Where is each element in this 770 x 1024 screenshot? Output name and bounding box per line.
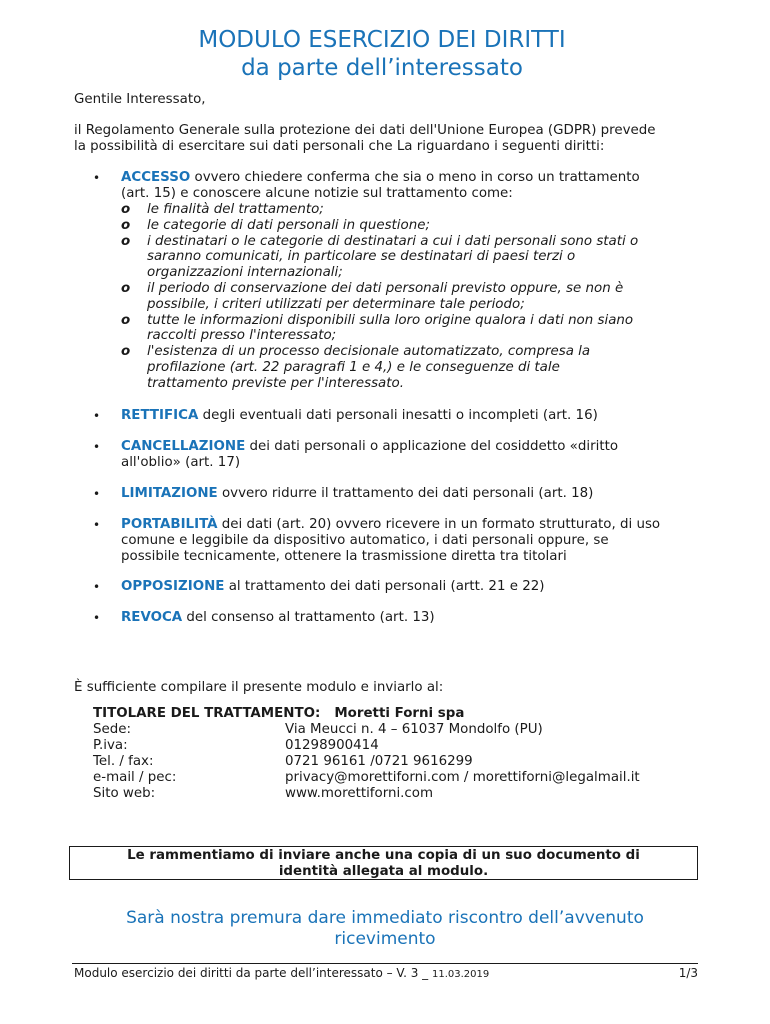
controller-company: Moretti Forni spa: [334, 706, 465, 721]
right-accesso: [93, 170, 713, 392]
page-number: 1/3: [678, 966, 698, 980]
footer-date: 11.03.2019: [431, 969, 490, 980]
rights-list-7: [93, 610, 713, 626]
notice-box: [69, 846, 698, 880]
contact-value: www.morettiforni.com: [285, 786, 434, 801]
contact-value: 0721 96161 /0721 9616299: [285, 754, 473, 769]
contact-label: Tel. / fax:: [93, 754, 154, 769]
right-text: possibile tecnicamente, ottenere la trasmissione diretta tra titolari: [121, 549, 567, 564]
document-title: MODULO ESERCIZIO DEI DIRITTI: [198, 27, 566, 53]
notice-line-1: Le rammentiamo di inviare anche una copia di un suo documento di: [127, 848, 640, 863]
accesso-sub-item: [121, 344, 713, 391]
accesso-sub-item: [121, 202, 713, 218]
sub-item-line: tutte le informazioni disponibili sulla loro origine qualora i dati non siano: [147, 312, 634, 328]
right-text: ovvero chiedere conferma che sia o meno in corso un trattamento: [190, 170, 640, 185]
right-portabilita: [93, 517, 713, 565]
right-keyword: ACCESSO: [121, 170, 191, 185]
sub-item-line: possibile, i criteri utilizzati per determinare tale periodo;: [147, 296, 525, 312]
closing-line-1: Sarà nostra premura dare immediato riscontro dell’avvenuto: [126, 908, 644, 928]
contact-value: privacy@morettiforni.com / morettiforni@legalmail.it: [285, 770, 640, 785]
bullet-icon: •: [93, 518, 101, 532]
sub-bullet-icon: o: [121, 312, 131, 328]
sub-bullet-icon: o: [121, 233, 131, 249]
bullet-icon: •: [93, 171, 101, 185]
contact-row: [93, 738, 640, 754]
sub-bullet-icon: o: [121, 217, 131, 233]
closing-line-2: ricevimento: [334, 929, 436, 949]
contact-row: [93, 770, 640, 786]
intro-line-1: il Regolamento Generale sulla protezione dei dati dell'Unione Europea (GDPR) prevede: [74, 123, 656, 138]
sub-item-line: profilazione (art. 22 paragrafi 1 e 4,) e le conseguenze di tale: [147, 359, 560, 375]
right-text: dei dati personali o applicazione del cosiddetto «diritto: [245, 439, 619, 454]
right-limitazione: [93, 486, 713, 502]
contact-value: 01298900414: [285, 738, 379, 753]
sub-bullet-icon: o: [121, 202, 131, 217]
bullet-icon: •: [93, 440, 101, 454]
rights-list: [93, 170, 713, 392]
contact-value: Via Meucci n. 4 – 61037 Mondolfo (PU): [285, 722, 543, 737]
sub-bullet-icon: o: [121, 280, 131, 296]
right-text: del consenso al trattamento (art. 13): [182, 610, 435, 625]
contact-label: Sito web:: [93, 786, 156, 801]
sub-item-line: saranno comunicati, in particolare se destinatari di paesi terzi o: [147, 249, 576, 265]
accesso-sub-item: [121, 313, 713, 345]
rights-list-2: [93, 408, 713, 424]
notice-line-2: identità allegata al modulo.: [278, 864, 489, 879]
footer-divider: [72, 963, 698, 964]
sub-bullet-icon: o: [121, 344, 131, 360]
contact-row: [93, 722, 640, 738]
page-footer: [74, 965, 698, 983]
rights-list-3: [93, 439, 713, 471]
sub-item-line: i destinatari o le categorie di destinatari a cui i dati personali sono stati o: [147, 233, 639, 249]
contact-label: e-mail / pec:: [93, 770, 177, 785]
document-subtitle: da parte dell’interessato: [241, 55, 523, 81]
right-keyword: LIMITAZIONE: [121, 486, 218, 501]
accesso-sublist: [121, 202, 713, 392]
instructions-text: È sufficiente compilare il presente modulo e inviarlo al:: [74, 680, 444, 695]
right-text: ovvero ridurre il trattamento dei dati personali (art. 18): [217, 486, 594, 501]
controller-label: TITOLARE DEL TRATTAMENTO:: [93, 706, 321, 721]
greeting: Gentile Interessato,: [74, 92, 206, 107]
sub-item-line: raccolti presso l'interessato;: [147, 328, 337, 344]
right-opposizione: [93, 579, 713, 595]
footer-text: Modulo esercizio dei diritti da parte dell’interessato – V. 3 _: [74, 966, 432, 980]
controller-heading: [93, 706, 640, 722]
contact-label: Sede:: [93, 722, 131, 737]
right-text: (art. 15) e conoscere alcune notizie sul trattamento come:: [121, 186, 513, 201]
rights-list-4: [93, 486, 713, 502]
accesso-sub-item: [121, 234, 713, 281]
accesso-sub-item: [121, 218, 713, 234]
right-revoca: [93, 610, 713, 626]
sub-item-line: organizzazioni internazionali;: [147, 265, 343, 281]
bullet-icon: •: [93, 580, 101, 594]
bullet-icon: •: [93, 409, 101, 423]
bullet-icon: •: [93, 487, 101, 501]
rights-list-5: [93, 517, 713, 565]
right-text: dei dati (art. 20) ovvero ricevere in un formato strutturato, di uso: [217, 517, 661, 532]
sub-item-line: l'esistenza di un processo decisionale automatizzato, compresa la: [147, 344, 591, 360]
controller-contact-block: [93, 706, 640, 802]
right-keyword: CANCELLAZIONE: [121, 439, 246, 454]
intro-line-2: la possibilità di esercitare sui dati personali che La riguardano i seguenti diritti:: [74, 139, 605, 154]
sub-item-line: le categorie di dati personali in questione;: [147, 217, 430, 233]
rights-list-6: [93, 579, 713, 595]
right-text: al trattamento dei dati personali (artt. 21 e 22): [224, 579, 545, 594]
right-keyword: RETTIFICA: [121, 408, 199, 423]
contact-label: P.iva:: [93, 738, 128, 753]
right-text: comune e leggibile da dispositivo automatico, i dati personali oppure, se: [121, 533, 609, 548]
sub-item-line: trattamento previste per l'interessato.: [147, 375, 404, 391]
contact-row: [93, 754, 640, 770]
right-cancellazione: [93, 439, 713, 471]
sub-item-line: le finalità del trattamento;: [147, 202, 324, 217]
intro-paragraph: [74, 123, 656, 155]
bullet-icon: •: [93, 611, 101, 625]
right-keyword: REVOCA: [121, 610, 183, 625]
sub-item-line: il periodo di conservazione dei dati personali previsto oppure, se non è: [147, 280, 624, 296]
accesso-sub-item: [121, 281, 713, 313]
right-keyword: PORTABILITÀ: [121, 517, 218, 532]
right-rettifica: [93, 408, 713, 424]
right-keyword: OPPOSIZIONE: [121, 579, 225, 594]
right-text: all'oblio» (art. 17): [121, 455, 241, 470]
contact-row: [93, 786, 640, 802]
right-text: degli eventuali dati personali inesatti o incompleti (art. 16): [198, 408, 598, 423]
contact-rows: [93, 722, 640, 802]
